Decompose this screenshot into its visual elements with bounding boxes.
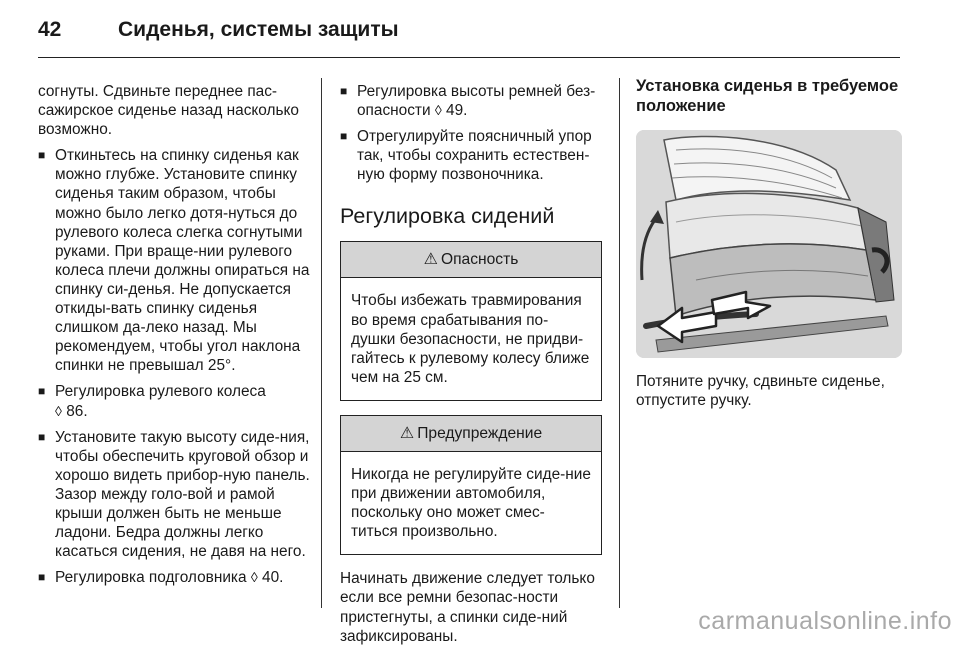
list-item	[38, 382, 310, 420]
list-item	[340, 82, 602, 120]
bullet-icon: ■	[38, 384, 46, 399]
bullet-icon: ■	[38, 148, 46, 163]
list-item-text: Регулировка рулевого колеса	[55, 383, 266, 401]
warning-box	[340, 415, 602, 555]
warning-triangle-icon: ⚠	[423, 251, 438, 269]
bullet-icon: ■	[38, 570, 46, 585]
list-item	[38, 568, 310, 587]
page-ref-link[interactable]: 40.	[262, 569, 284, 587]
column-middle	[340, 82, 602, 646]
seat-illustration-svg	[636, 130, 902, 358]
list-item-text: Регулировка высоты ремней без-опасности	[357, 83, 596, 120]
closing-paragraph: Начинать движение следует только если все ремни безопас-ности пристегнуты, а спинки сиде-ний зафиксированы.	[340, 570, 595, 645]
list-item	[38, 428, 310, 562]
list-item	[340, 127, 602, 184]
warning-box-text: Никогда не регулируйте сиде-ние при движении автомобиля, поскольку оно может смес-титься произвольно.	[351, 465, 591, 541]
danger-box-text: Чтобы избежать травмирования во время срабатывания по-душки безопасности, не придви-гайтесь к рулевому колесу ближе чем на 25 см.	[351, 292, 590, 386]
intro-paragraph: согнуты. Сдвиньте переднее пас-сажирское сиденье назад насколько возможно.	[38, 83, 299, 139]
danger-box	[340, 241, 602, 400]
page-ref-link[interactable]: 49.	[446, 102, 468, 120]
warning-box-header	[341, 416, 601, 452]
list-item-text: Установите такую высоту сиде-ния, чтобы обеспечить круговой обзор и хорошо видеть прибор-ную панель. Зазор между голо-вой и рамой крыши должен быть не меньше ладони. Бедра должны легко касаться сидения, не давя на него.	[55, 428, 310, 561]
section-title: Регулировка сидений	[340, 204, 555, 229]
column-left	[38, 82, 310, 587]
danger-box-header	[341, 242, 601, 278]
list-item-text: Отрегулируйте поясничный упор так, чтобы сохранить естествен-ную форму позвоночника.	[357, 128, 592, 184]
page-ref-icon: ◊	[55, 402, 62, 419]
illustration-caption: Потяните ручку, сдвиньте сиденье, отпустите ручку.	[636, 373, 885, 410]
page-ref-icon: ◊	[250, 569, 258, 586]
list-item-text: Регулировка подголовника	[55, 569, 247, 587]
page-ref-icon: ◊	[434, 102, 442, 119]
warning-triangle-icon: ⚠	[399, 424, 415, 442]
warning-box-title: Предупреждение	[417, 424, 543, 442]
subsection-heading: Установка сиденья в требуемое положение	[636, 77, 899, 115]
column-right	[636, 76, 904, 410]
watermark: carmanualsonline.info	[698, 607, 952, 635]
bullet-icon: ■	[340, 84, 348, 98]
header-rule	[38, 57, 900, 58]
bullet-icon: ■	[38, 429, 46, 444]
page-title: Сиденья, системы защиты	[118, 18, 399, 41]
danger-box-title: Опасность	[440, 251, 519, 269]
list-item	[38, 146, 310, 375]
page-ref-link[interactable]: 86.	[66, 402, 88, 420]
bullet-icon: ■	[340, 129, 348, 144]
page-number: 42	[38, 18, 62, 41]
column-divider-1	[321, 78, 322, 608]
list-item-text: Откиньтесь на спинку сиденья как можно глубже. Установите спинку сиденья таким образом, чтобы можно было легко дотя-нуться до рулевого колеса слегка согнутыми руками. При враще-нии рулевого колеса плечи должны опираться на спинку си-денья. Не допускается откиды-вать спинку сиденья слишком да-леко назад. Мы рекомендуем, чтобы угол наклона спинки не превышал 25°.	[55, 147, 310, 375]
seat-adjustment-illustration	[636, 130, 902, 358]
column-divider-2	[619, 78, 620, 608]
